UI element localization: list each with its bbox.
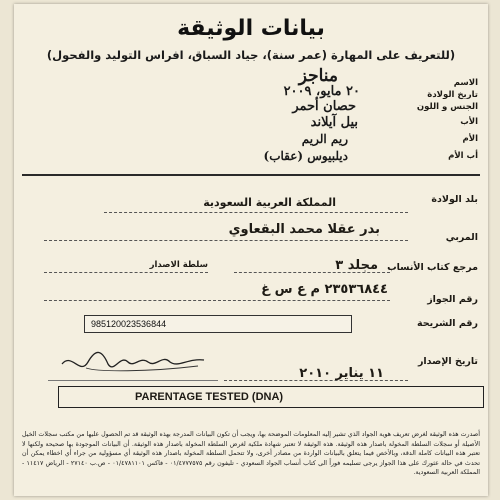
sex-color-label: الجنس و اللون [416,102,478,112]
document-subtitle: (للتعريف على المهارة (عمر سنة)، جياد السباق، افراس التوليد والفحول) [46,48,456,62]
issue-date-value: ١١ يناير ٢٠١٠ [299,366,384,381]
birthplace-label: بلد الولادة [431,194,478,205]
studbook-value: مجلد ٣ [335,258,378,273]
issue-date-label: تاريخ الإصدار [417,356,478,367]
document-page [14,4,488,496]
microchip-label: رقم الشريحة [416,318,478,329]
dotted-line [44,240,408,241]
dotted-line [44,300,390,301]
birth-date-value: ٢٠ مايو، ٢٠٠٩ [283,84,360,99]
dam-sire-value: ديلبيوس (عقاب) [263,149,348,163]
birth-date-label: تاريخ الولادة [427,90,478,100]
name-value: مناجز [298,66,338,86]
breeder-label: المربي [445,232,478,243]
breeder-value: بدر عقلا محمد البقعاوي [228,222,380,237]
name-label: الاسم [453,78,478,88]
sex-color-value: حصان أحمر [292,99,356,114]
sire-value: بيل آيلاند [310,115,358,130]
signature [58,342,208,382]
studbook-label: مرجع كتاب الأنساب [387,262,478,273]
passport-value: ٢٣٥٣٦٨٤٤ م ع س غ [261,282,388,297]
signature-line [48,380,218,381]
birthplace-value: المملكة العربية السعودية [203,196,336,209]
document-title: بيانات الوثيقة [177,16,325,41]
footer-notice: أصدرت هذه الوثيقة لغرض تعريف هوية الجواد الذي تشير إليه المعلومات الموضحة بها، ويجب أن تكون البيانات المدرجة بهذه الوثيقة قد تم الحصول عليها من مكتب سجلات الخيل الأصيلة أو سجلات السلطة المخولة باصدار هذه الوثيقة. هذه الوثيقة لا تعتبر شهادة ملكية لغرض السلطة المخولة باصدار هذه الوثيقة. أن البيانات الموجودة بها صحيحة ولكنها لا تعتبر هذه البيانات كاملة الدقة، وبالأخص فيما يتعلق بالبيانات الواردة من مصادر أخرى، ولا تتحمل السلطة المخولة باصدار هذه الوثيقة أي مسؤولية من جراء أي اخطاء يمكن أن تحدث في حالة عثورك على هذا الجواز يرجى تسليمه فوراً الى كتاب أنساب الجواد السعودي - تليفون رقم ٠١/٤٧٧٧٥٧٥ - فاكس ٠١/٤٧٨١١٠١ - ص.ب ٢٧١٤٠ - الرياض ١١٤١٧ - المملكة العربية السعودية. [22,431,480,476]
passport-label: رقم الجواز [427,294,478,305]
sire-label: الأب [460,117,478,127]
dam-value: ريم الريم [301,132,348,146]
dotted-line [234,272,390,273]
microchip-number-box: 985120023536844 [84,315,352,333]
dotted-line [44,272,208,273]
dam-sire-label: أب الأم [448,151,478,161]
dotted-line [224,380,408,381]
issuing-authority-label: سلطة الاصدار [149,260,208,270]
section-divider [22,174,480,176]
dotted-line [104,212,408,213]
dna-test-box: PARENTAGE TESTED (DNA) [58,386,484,408]
dam-label: الأم [462,134,478,144]
